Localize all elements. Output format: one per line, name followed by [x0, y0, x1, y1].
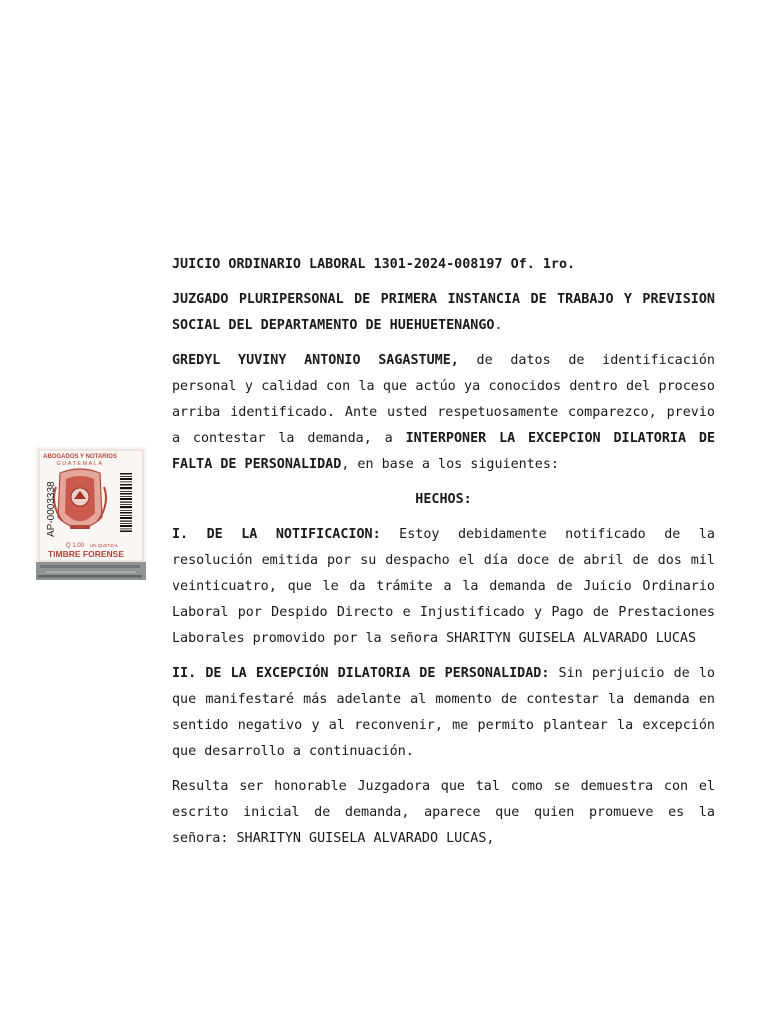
closing-paragraph: Resulta ser honorable Juzgadora que tal como se demuestra con el escrito inicial de demanda, aparece que quien promueve es la señora: SHARITYN GUISELA ALVARADO LUCAS,: [172, 779, 715, 846]
stamp-value-words: UN QUETZAL: [90, 543, 119, 548]
coat-of-arms-seal: [54, 469, 106, 529]
facts-heading: HECHOS:: [415, 492, 472, 507]
exception-title: INTERPONER LA EXCEPCION DILATORIA DE FALTA DE PERSONALIDAD: [172, 431, 716, 472]
section-exception: II. DE LA EXCEPCIÓN DILATORIA DE PERSONALIDAD: Sin perjuicio de lo que manifestaré más adelante al momento de contestar la demanda en sentido negativo y al reconvenir, me permito plantear la excepción que desarrollo a continuación.: [172, 666, 715, 759]
appellant-name: GREDYL YUVINY ANTONIO SAGASTUME,: [172, 353, 459, 368]
stamp-value: Q 1.00: [66, 543, 85, 549]
section-notification: I. DE LA NOTIFICACION: Estoy debidamente notificado de la resolución emitida por su despacho el día doce de abril de dos mil veinticuatro, que le da trámite a la demanda de Juicio Ordinario Laboral por Despido Directo e Injustificado y Pago de Prestaciones Laborales promovido por la señora SHARITYN GUISELA ALVARADO LUCAS: [172, 527, 715, 646]
section-exception-title: II. DE LA EXCEPCIÓN DILATORIA DE PERSONALIDAD:: [172, 666, 550, 681]
court-heading: JUZGADO PLURIPERSONAL DE PRIMERA INSTANCIA DE TRABAJO Y PREVISION SOCIAL DEL DEPARTAMENTO DE HUEHUETENANGO.: [172, 292, 715, 333]
stamp-top-line2: GUATEMALA: [56, 461, 104, 467]
case-title: JUICIO ORDINARIO LABORAL 1301-2024-008197 Of. 1ro.: [172, 257, 576, 272]
legal-document-body: [172, 252, 715, 861]
barcode: [120, 473, 132, 532]
stamp-bottom-label: TIMBRE FORENSE: [47, 549, 125, 559]
stamp-top-line1: ABOGADOS Y NOTARIOS: [43, 454, 117, 460]
intro-paragraph: GREDYL YUVINY ANTONIO SAGASTUME, de datos de identificación personal y calidad con la que actúo ya conocidos dentro del proceso arriba identificado. Ante usted respetuosamente comparezco, previo a contestar la demanda, a INTERPONER LA EXCEPCION DILATORIA DE FALTA DE PERSONALIDAD, en base a los siguientes:: [172, 353, 716, 472]
stamp-serial: AP-0003338: [46, 481, 57, 537]
section-notification-title: I. DE LA NOTIFICACION:: [172, 527, 381, 542]
timbre-forense-stamp: [36, 447, 146, 580]
